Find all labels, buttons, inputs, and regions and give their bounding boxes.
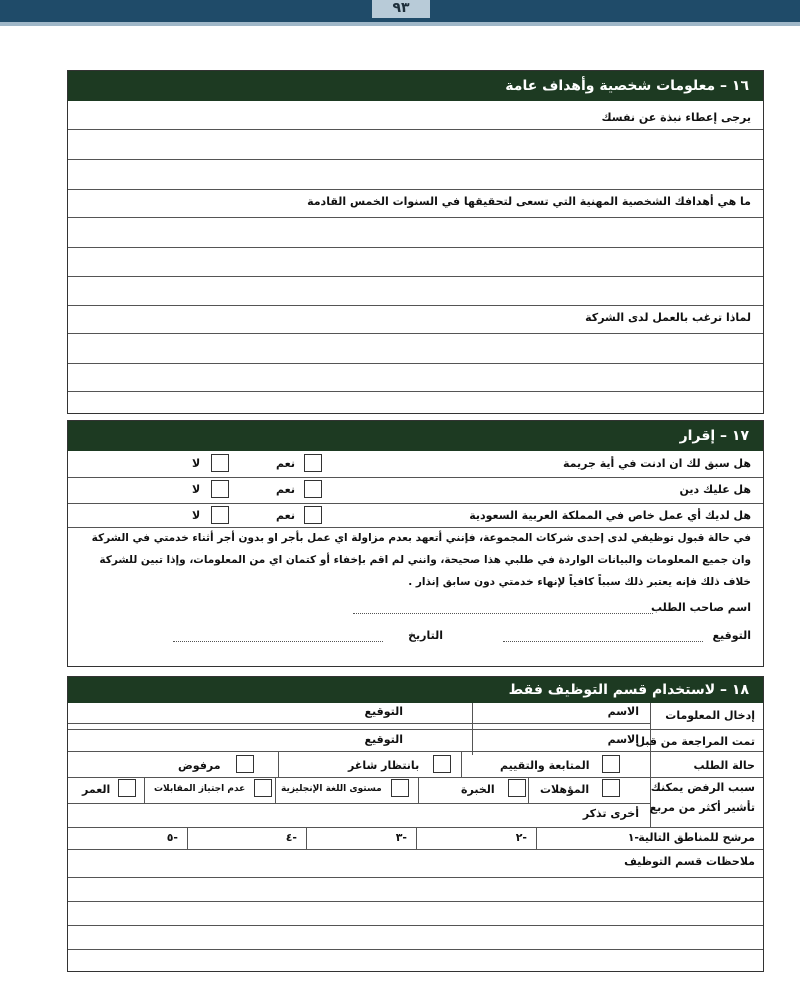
yes-checkbox[interactable] bbox=[304, 480, 322, 498]
signature-label: التوقيع bbox=[712, 629, 751, 642]
yes-label: نعم bbox=[276, 483, 295, 496]
cell-divider bbox=[278, 751, 279, 777]
region-4: -٤ bbox=[285, 831, 297, 844]
name-label: الاسم bbox=[607, 705, 639, 718]
no-checkbox[interactable] bbox=[211, 480, 229, 498]
reason-experience-label: الخبرة bbox=[461, 783, 495, 796]
reason-experience-checkbox[interactable] bbox=[508, 779, 526, 797]
other-reason-label: أخرى تذكر bbox=[582, 807, 639, 820]
notes-line[interactable] bbox=[68, 877, 763, 878]
status-followup-label: المتابعة والتقييم bbox=[500, 759, 590, 772]
section-17-title: ١٧ – إقرار bbox=[68, 421, 763, 451]
yes-label: نعم bbox=[276, 509, 295, 522]
page-header-accent bbox=[0, 22, 800, 26]
answer-line[interactable] bbox=[68, 391, 763, 392]
name-label: الاسم bbox=[607, 733, 639, 746]
cell-divider bbox=[144, 777, 145, 803]
cell-divider bbox=[187, 827, 188, 849]
answer-line[interactable] bbox=[68, 247, 763, 248]
signature-label: التوقيع bbox=[364, 733, 403, 746]
cell-divider bbox=[528, 777, 529, 803]
cell-divider bbox=[536, 827, 537, 849]
answer-line[interactable] bbox=[68, 276, 763, 277]
status-rejected-checkbox[interactable] bbox=[236, 755, 254, 773]
declaration-line: وان جميع المعلومات والبيانات الواردة في طلبي هذا صحيحة، وانني لم اقم بإخفاء أو كتمان اي من المعلومات، وإذا تبين للشركة bbox=[99, 554, 751, 566]
date-label: التاريخ bbox=[408, 629, 443, 642]
declaration-line: خلاف ذلك فإنه يعتبر ذلك سبباً كافياً لإنهاء خدمتي دون سابق إنذار . bbox=[408, 576, 751, 588]
answer-line[interactable] bbox=[68, 189, 763, 190]
rejection-reason-hint: تأشير أكثر من مربع bbox=[649, 801, 755, 814]
cell-divider bbox=[416, 827, 417, 849]
notes-line[interactable] bbox=[68, 949, 763, 950]
answer-line[interactable] bbox=[68, 129, 763, 130]
cell-divider bbox=[275, 777, 276, 803]
status-followup-checkbox[interactable] bbox=[602, 755, 620, 773]
no-checkbox[interactable] bbox=[211, 454, 229, 472]
reason-qualifications-checkbox[interactable] bbox=[602, 779, 620, 797]
question-about-yourself: يرجى إعطاء نبذة عن نفسك bbox=[601, 111, 751, 124]
reason-interviews-checkbox[interactable] bbox=[254, 779, 272, 797]
candidate-regions-label: مرشح للمناطق التالية bbox=[638, 831, 755, 844]
signature-label: التوقيع bbox=[364, 705, 403, 718]
applicant-name-label: اسم صاحب الطلب bbox=[651, 601, 751, 614]
cell-divider bbox=[461, 751, 462, 777]
section-personal-info bbox=[67, 70, 764, 414]
yes-checkbox[interactable] bbox=[304, 454, 322, 472]
no-checkbox[interactable] bbox=[211, 506, 229, 524]
yes-checkbox[interactable] bbox=[304, 506, 322, 524]
page-number: ٩٣ bbox=[372, 0, 430, 18]
reviewed-by-label: تمت المراجعة من قبل bbox=[635, 735, 755, 748]
region-1: -١ bbox=[627, 831, 639, 844]
reason-english-label: مستوى اللغة الإنجليزية bbox=[281, 784, 382, 794]
question-debt: هل عليك دين bbox=[679, 483, 751, 496]
question-career-goals: ما هي أهدافك الشخصية المهنية التي تسعى لتحقيقها في السنوات الخمس القادمة bbox=[307, 195, 751, 208]
region-3: -٣ bbox=[395, 831, 407, 844]
row-divider bbox=[68, 503, 763, 504]
section-declaration bbox=[67, 420, 764, 667]
cell-divider bbox=[418, 777, 419, 803]
question-private-business: هل لديك أي عمل خاص في المملكة العربية السعودية bbox=[469, 509, 751, 522]
section-hr-use-only bbox=[67, 676, 764, 972]
row-divider bbox=[68, 723, 651, 724]
status-waiting-label: بانتظار شاغر bbox=[348, 759, 420, 772]
request-status-label: حالة الطلب bbox=[693, 759, 755, 772]
region-2: -٢ bbox=[515, 831, 527, 844]
row-divider bbox=[68, 777, 763, 778]
question-convicted: هل سبق لك ان ادنت في أية جريمة bbox=[562, 457, 751, 470]
answer-line[interactable] bbox=[68, 333, 763, 334]
status-waiting-checkbox[interactable] bbox=[433, 755, 451, 773]
answer-line[interactable] bbox=[68, 217, 763, 218]
answer-line[interactable] bbox=[68, 363, 763, 364]
reason-age-checkbox[interactable] bbox=[118, 779, 136, 797]
row-divider bbox=[68, 803, 651, 804]
row-divider bbox=[68, 849, 763, 850]
hr-notes-label: ملاحظات قسم التوظيف bbox=[624, 855, 755, 868]
status-rejected-label: مرفوض bbox=[178, 759, 221, 772]
notes-line[interactable] bbox=[68, 901, 763, 902]
answer-line[interactable] bbox=[68, 305, 763, 306]
answer-line[interactable] bbox=[68, 159, 763, 160]
reason-age-label: العمر bbox=[82, 783, 111, 796]
row-divider bbox=[68, 751, 763, 752]
reason-interviews-label: عدم اجتياز المقابلات bbox=[154, 784, 246, 794]
region-5: -٥ bbox=[166, 831, 178, 844]
reason-qualifications-label: المؤهلات bbox=[540, 783, 590, 796]
cell-divider bbox=[306, 827, 307, 849]
declaration-line: في حالة قبول توظيفي لدى إحدى شركات المجموعة، فإنني أتعهد بعدم مزاولة اي عمل بأجر او بدون أجر أثناء خدمتي في الشركة bbox=[91, 532, 751, 544]
section-16-title: ١٦ – معلومات شخصية وأهداف عامة bbox=[68, 71, 763, 101]
rejection-reason-label: سبب الرفض يمكنك bbox=[650, 781, 755, 794]
section-18-title: ١٨ – لاستخدام قسم التوظيف فقط bbox=[68, 677, 763, 703]
data-entry-label: إدخال المعلومات bbox=[665, 709, 755, 722]
row-divider bbox=[68, 729, 763, 730]
no-label: لا bbox=[192, 483, 201, 496]
applicant-name-field[interactable] bbox=[353, 613, 653, 614]
signature-field[interactable] bbox=[503, 641, 703, 642]
no-label: لا bbox=[192, 509, 201, 522]
row-divider bbox=[68, 477, 763, 478]
reason-english-checkbox[interactable] bbox=[391, 779, 409, 797]
yes-label: نعم bbox=[276, 457, 295, 470]
date-field[interactable] bbox=[173, 641, 383, 642]
no-label: لا bbox=[192, 457, 201, 470]
question-why-company: لماذا ترغب بالعمل لدى الشركة bbox=[585, 311, 751, 324]
notes-line[interactable] bbox=[68, 925, 763, 926]
